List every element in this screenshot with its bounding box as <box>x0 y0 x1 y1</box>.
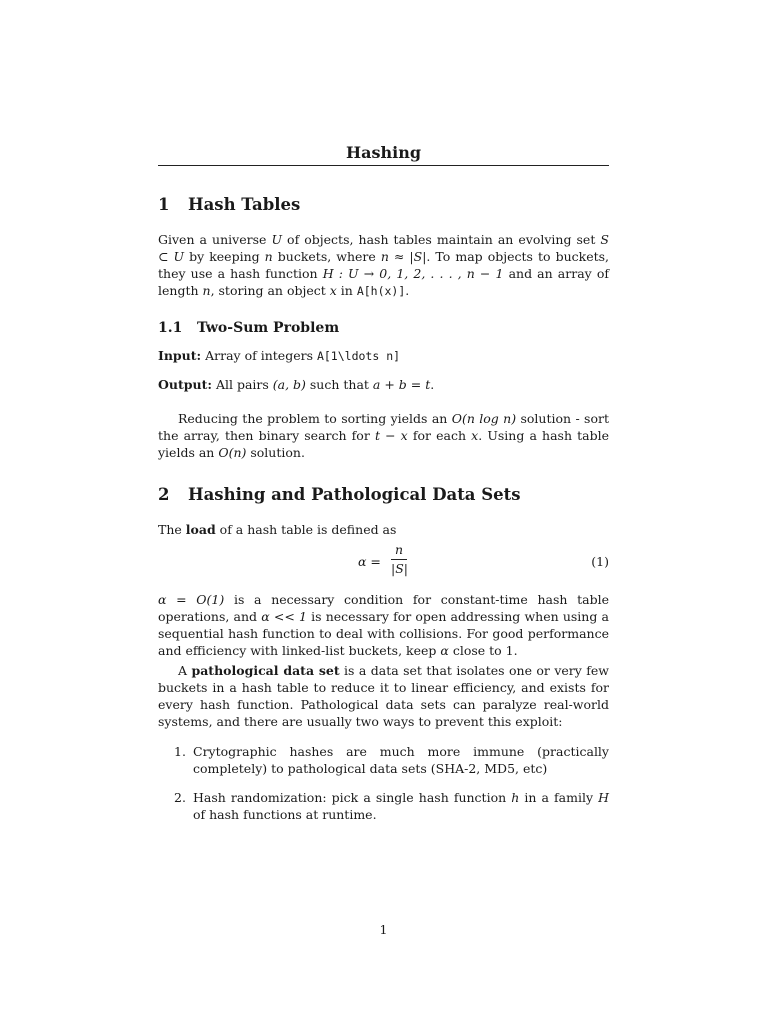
section-1-heading <box>158 194 300 216</box>
subsection-title: Two-Sum Problem <box>197 320 340 336</box>
list-item: 1. Crytographic hashes are much more immune (practically completely) to pathological data sets (SHA-2, MD5, etc) <box>174 744 609 776</box>
load-definition: The load of a hash table is defined as <box>158 522 397 537</box>
document-title: Hashing <box>345 143 422 162</box>
title-rule <box>158 165 609 166</box>
section-title: Hash Tables <box>188 195 301 214</box>
hash-tables-paragraph: Given a universe U of objects, hash tables maintain an evolving set S ⊂ U by keeping n buckets, where n ≈ |S|. To map objects to buckets, they use a hash function H : U → 0, 1, 2, . . . , n − 1 and an array of length n, storing an object x in A[h(x)]. <box>158 232 609 298</box>
section-title: Hashing and Pathological Data Sets <box>188 485 521 504</box>
list-item: 2. Hash randomization: pick a single hash function h in a family H of hash functions at runtime. <box>174 790 609 822</box>
equation-fraction: n |S| <box>391 542 408 576</box>
inline-code: A[1\ldots n] <box>316 349 401 363</box>
subsection-number: 1.1 <box>158 320 183 336</box>
prevention-list <box>174 743 609 835</box>
section-2-heading <box>158 484 521 506</box>
pathological-paragraph: A pathological data set is a data set that isolates one or very few buckets in a hash table to reduce it to linear efficiency, and exists for every hash function. Pathological data sets can paralyze real-world systems, and there are usually two ways to prevent this exploit: <box>158 663 609 729</box>
load-factor-paragraph: α = O(1) is a necessary condition for constant-time hash table operations, and α << 1 is necessary for open addressing when using a sequential hash function to deal with collisions. For good performance and efficiency with linked-list buckets, keep α close to 1. <box>158 592 609 658</box>
section-number: 1 <box>158 195 170 214</box>
equation-number: (1) <box>591 554 609 569</box>
output-line: Output: All pairs (a, b) such that a + b = t. <box>158 377 435 392</box>
page-number: 1 <box>379 922 388 937</box>
reduction-paragraph: Reducing the problem to sorting yields an O(n log n) solution - sort the array, then binary search for t − x for each x. Using a hash table yields an O(n) solution. <box>158 411 609 460</box>
equation-lhs: α = <box>358 554 381 569</box>
input-line: Input: Array of integers A[1\ldots n] <box>158 348 401 363</box>
section-number: 2 <box>158 485 170 504</box>
subsection-1-1-heading <box>158 319 339 337</box>
load-equation <box>158 542 609 582</box>
inline-code: A[h(x)] <box>356 284 406 298</box>
